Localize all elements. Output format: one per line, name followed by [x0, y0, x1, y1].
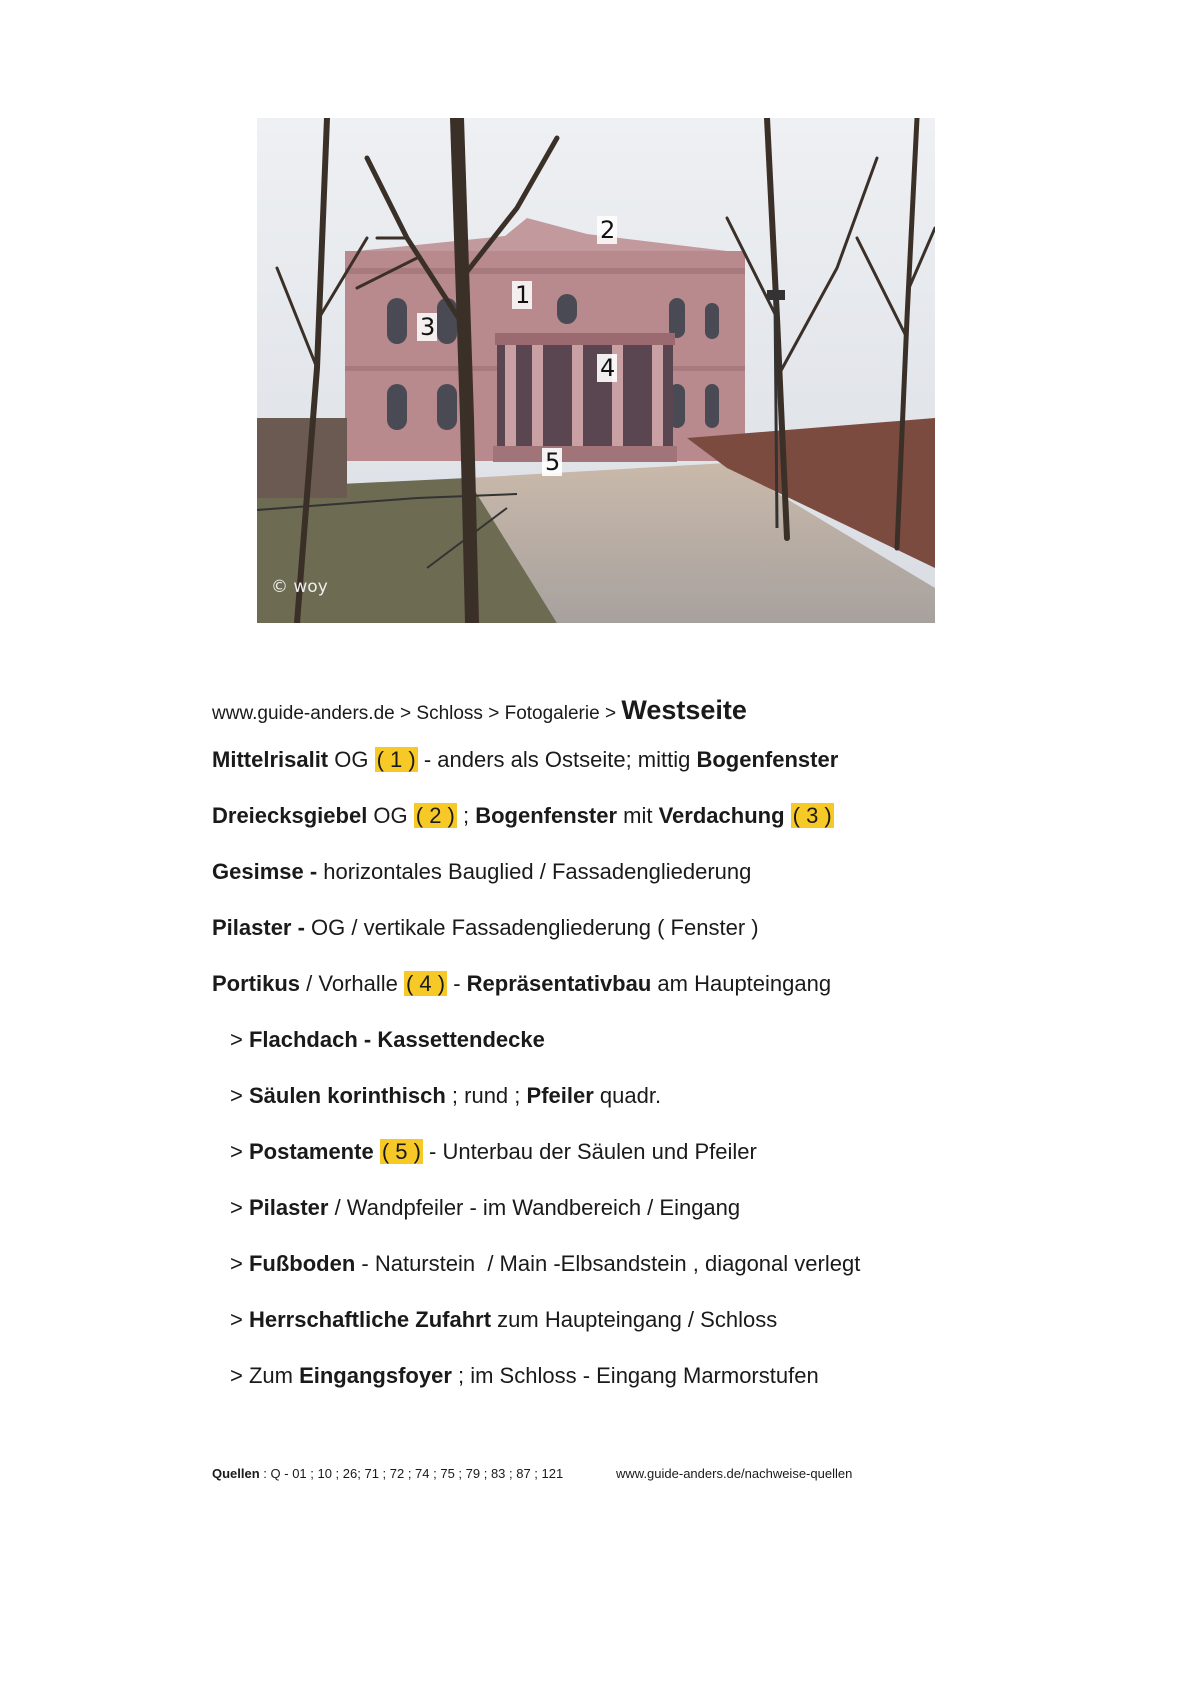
breadcrumb-separator: >	[488, 703, 500, 724]
sources-footer: Quellen : Q - 01 ; 10 ; 26; 71 ; 72 ; 74 ; 75 ; 79 ; 83 ; 87 ; 121	[212, 1466, 564, 1481]
highlight-marker: ( 5 )	[381, 1139, 421, 1164]
text-line-7: > Säulen korinthisch ; rund ; Pfeiler quadr.	[230, 1083, 662, 1108]
sources-link[interactable]: www.guide-anders.de/nachweise-quellen	[616, 1466, 853, 1481]
breadcrumb-separator: >	[604, 703, 617, 724]
text-line-9: > Pilaster / Wandpfeiler - im Wandbereich / Eingang	[230, 1195, 741, 1220]
photo-marker-1: 1	[515, 281, 531, 309]
building-photo	[257, 118, 935, 623]
text-line-3: Gesimse - horizontales Bauglied / Fassadengliederung	[212, 859, 752, 884]
photo-marker-4: 4	[600, 354, 616, 382]
text-line-11: > Herrschaftliche Zufahrt zum Haupteingang / Schloss	[230, 1307, 778, 1332]
text-line-4: Pilaster - OG / vertikale Fassadengliederung ( Fenster )	[212, 915, 759, 940]
text-line-1: Mittelrisalit OG ( 1 ) - anders als Ostseite; mittig Bogenfenster	[212, 747, 839, 772]
breadcrumb-fotogalerie[interactable]: Fotogalerie	[504, 703, 600, 724]
breadcrumb-schloss[interactable]: Schloss	[416, 703, 483, 724]
photo-marker-5: 5	[545, 448, 561, 476]
photo-marker-3: 3	[420, 313, 436, 341]
text-line-2: Dreiecksgiebel OG ( 2 ) ; Bogenfenster mit Verdachung ( 3 )	[212, 803, 832, 828]
text-line-5: Portikus / Vorhalle ( 4 ) - Repräsentativbau am Haupteingang	[212, 971, 832, 996]
highlight-marker: ( 3 )	[792, 803, 832, 828]
highlight-marker: ( 4 )	[405, 971, 446, 996]
photo-marker-2: 2	[600, 216, 616, 244]
text-line-8: > Postamente ( 5 ) - Unterbau der Säulen und Pfeiler	[230, 1139, 757, 1164]
photo-copyright: © woy	[271, 577, 328, 597]
breadcrumb	[212, 696, 747, 728]
breadcrumb-site[interactable]: www.guide-anders.de	[212, 703, 395, 724]
highlight-marker: ( 2 )	[415, 803, 455, 828]
text-line-6: > Flachdach - Kassettendecke	[230, 1027, 545, 1052]
text-line-12: > Zum Eingangsfoyer ; im Schloss - Eingang Marmorstufen	[230, 1363, 819, 1388]
page-title: Westseite	[621, 695, 747, 725]
highlight-marker: ( 1 )	[376, 747, 416, 772]
breadcrumb-separator: >	[400, 703, 412, 724]
text-line-10: > Fußboden - Naturstein / Main -Elbsandstein , diagonal verlegt	[230, 1251, 861, 1276]
